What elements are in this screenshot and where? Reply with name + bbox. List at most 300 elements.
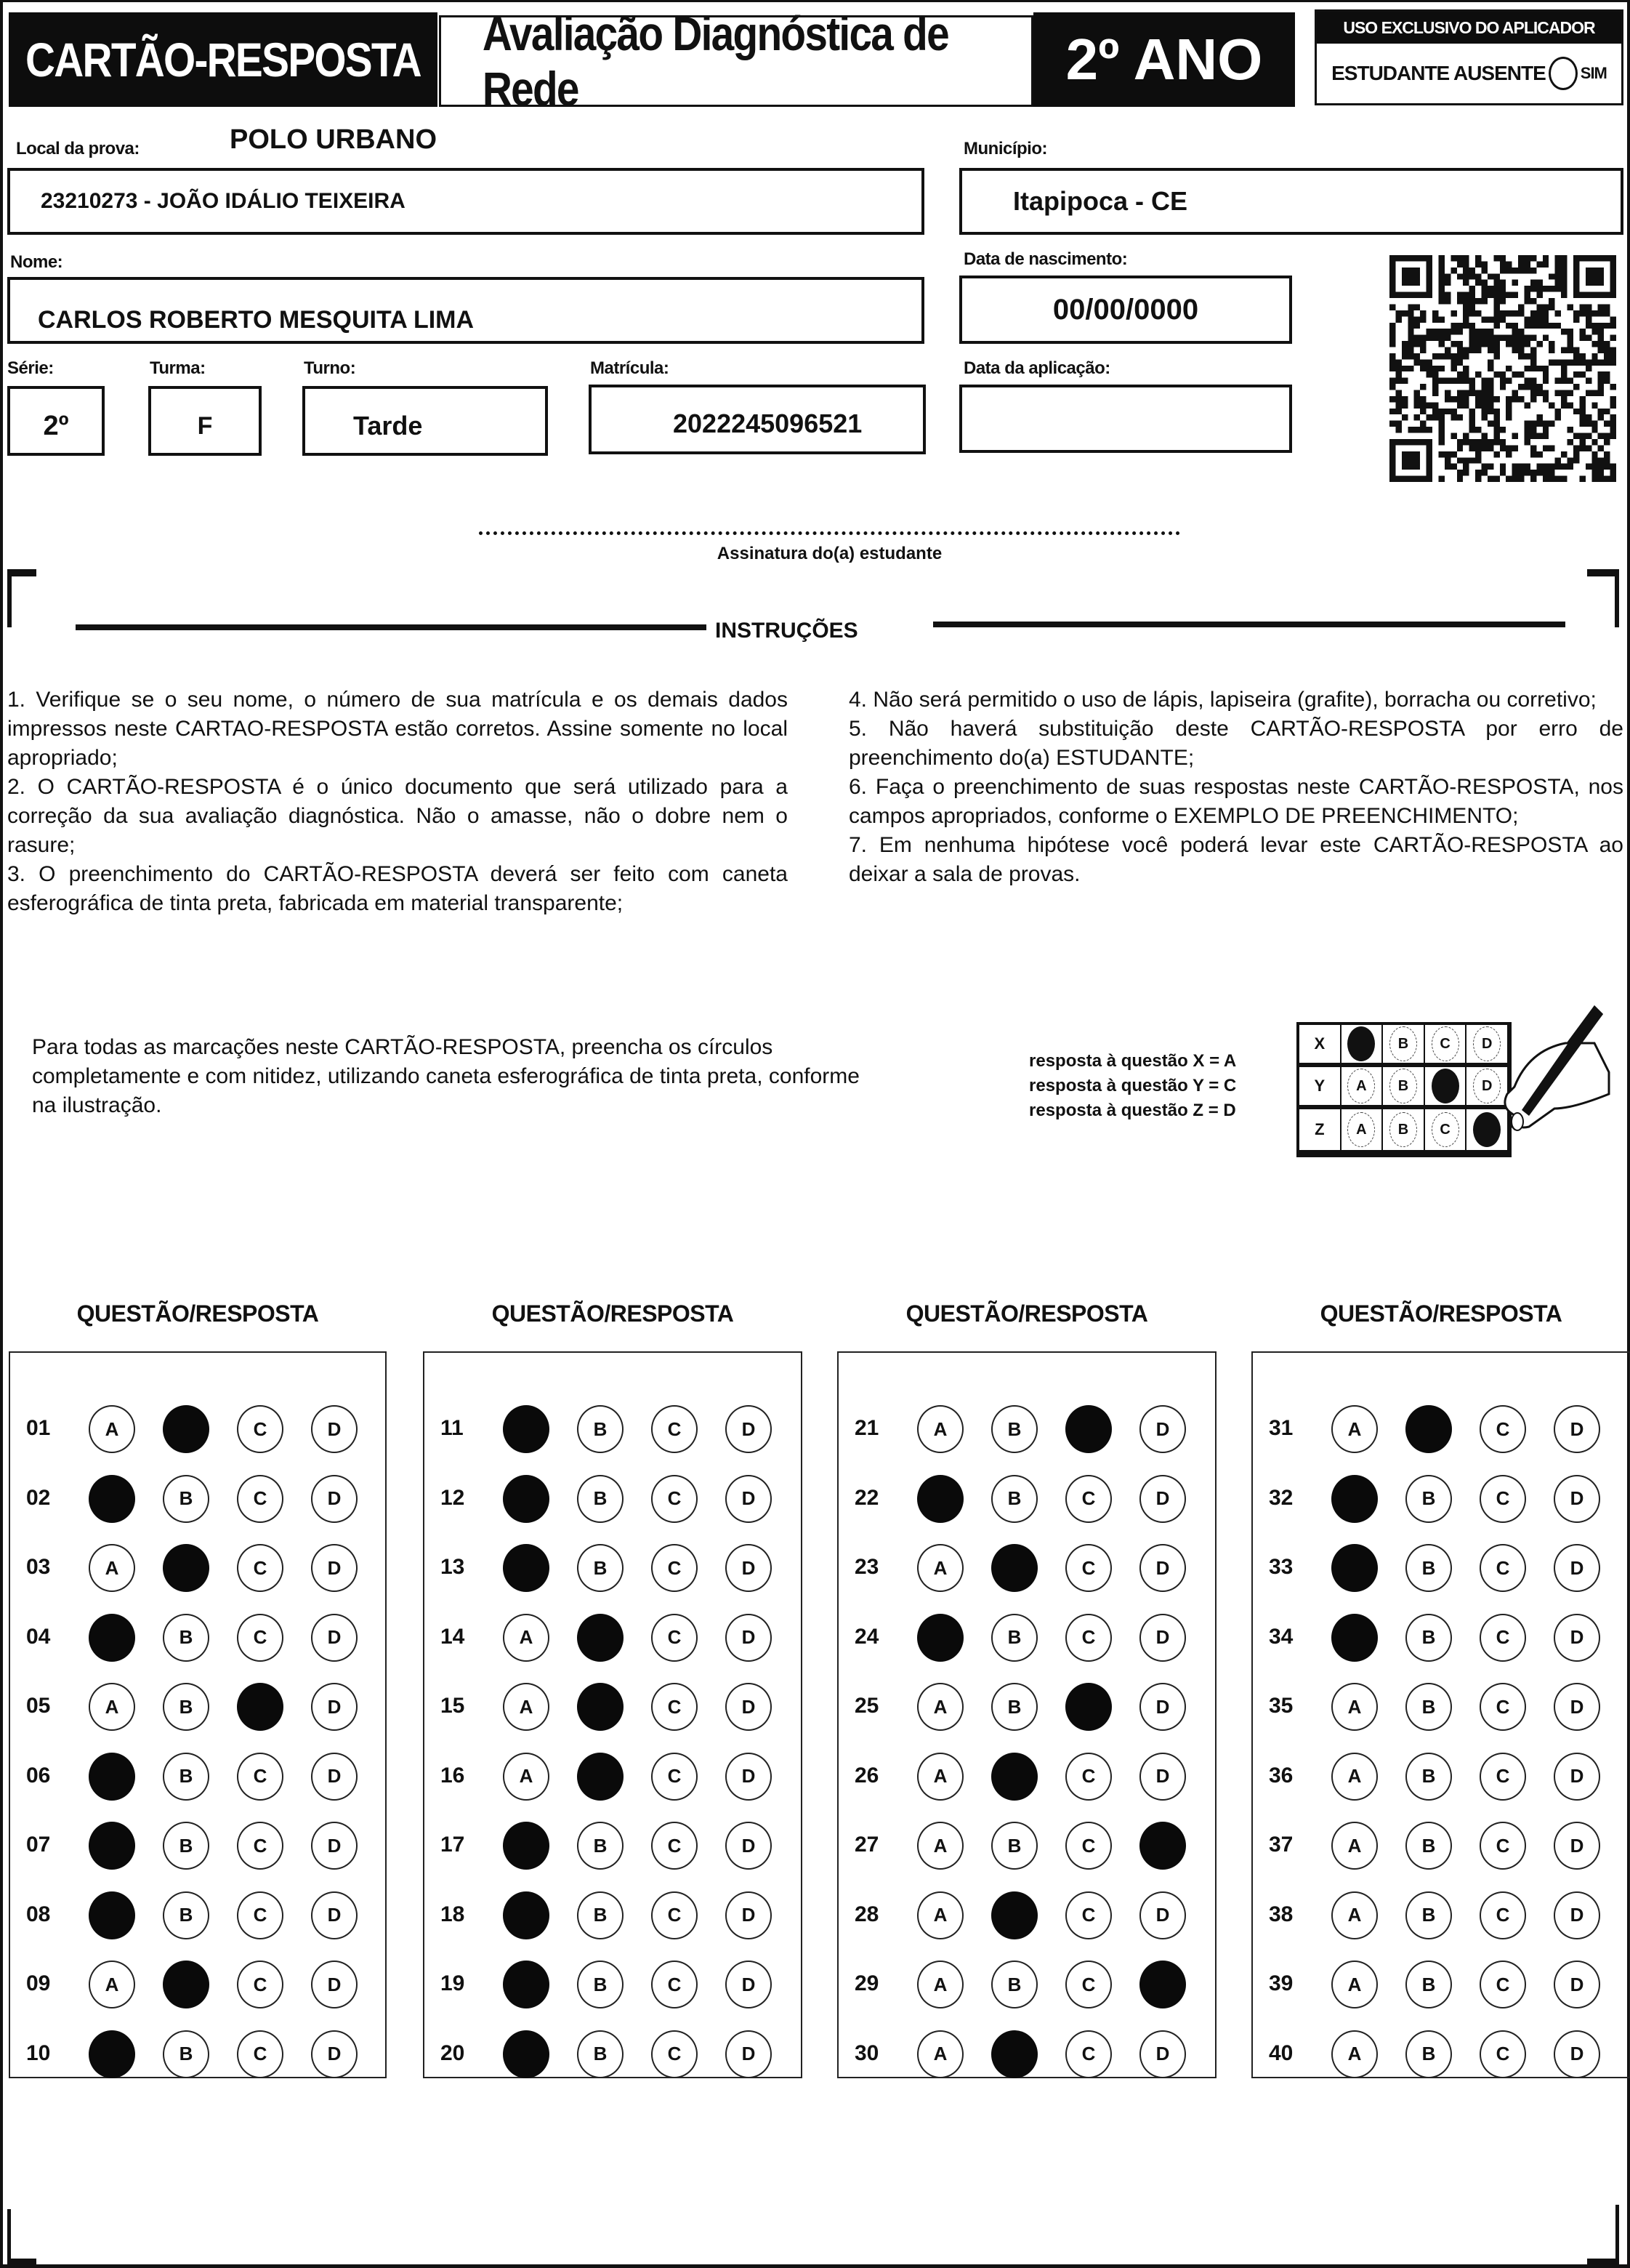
question-row xyxy=(424,1684,801,1728)
question-number: 21 xyxy=(855,1416,879,1440)
question-number: 13 xyxy=(440,1555,465,1579)
question-row xyxy=(10,1545,385,1589)
question-row xyxy=(10,1893,385,1937)
option-bubble-b[interactable] xyxy=(163,1405,209,1453)
option-bubble-a[interactable] xyxy=(1331,1614,1378,1662)
option-bubble-d[interactable]: D xyxy=(311,1405,358,1453)
option-bubble-a[interactable]: A xyxy=(89,1683,135,1731)
option-bubble-c[interactable]: C xyxy=(651,1405,698,1453)
option-bubble-c[interactable]: C xyxy=(1480,2030,1526,2078)
option-bubble-a[interactable] xyxy=(89,1822,135,1870)
question-row xyxy=(424,1823,801,1867)
question-number: 17 xyxy=(440,1833,465,1857)
option-bubble-c[interactable]: C xyxy=(237,1544,283,1592)
answer-column-4 xyxy=(1251,1351,1630,2078)
option-bubble-b[interactable]: B xyxy=(163,1822,209,1870)
option-bubble-a[interactable] xyxy=(89,2030,135,2078)
option-bubble-c[interactable]: C xyxy=(1480,1753,1526,1801)
option-bubble-b[interactable]: B xyxy=(1405,1614,1452,1662)
option-bubble-a[interactable] xyxy=(89,1614,135,1662)
question-number: 08 xyxy=(26,1902,51,1926)
question-row xyxy=(839,1545,1215,1589)
option-bubble-c[interactable]: C xyxy=(1065,1822,1112,1870)
absent-option-label: SIM xyxy=(1580,64,1607,82)
aplicacao-field[interactable] xyxy=(959,385,1292,453)
option-bubble-b[interactable] xyxy=(1405,1405,1452,1453)
option-bubble-b[interactable] xyxy=(163,1544,209,1592)
option-bubble-a[interactable]: A xyxy=(1331,1753,1378,1801)
option-bubble-b[interactable]: B xyxy=(1405,1753,1452,1801)
matricula-label: Matrícula: xyxy=(590,358,669,378)
option-bubble-b[interactable]: B xyxy=(991,1822,1038,1870)
example-legend xyxy=(1029,1049,1236,1123)
option-bubble-d[interactable]: D xyxy=(311,1614,358,1662)
instruction-6: 6. Faça o preenchimento de suas respostas neste CARTÃO-RESPOSTA, nos campos apropriados, conforme o EXEMPLO DE PREENCHIMENTO; xyxy=(849,775,1623,828)
option-bubble-d[interactable]: D xyxy=(1139,1753,1186,1801)
school-value: 23210273 - JOÃO IDÁLIO TEIXEIRA xyxy=(41,189,406,213)
question-row xyxy=(10,1407,385,1450)
option-bubble-c[interactable]: C xyxy=(651,1891,698,1939)
example-grid xyxy=(1296,1022,1512,1157)
option-bubble-c[interactable]: C xyxy=(1480,1961,1526,2008)
option-bubble-c[interactable]: C xyxy=(237,2030,283,2078)
question-number: 36 xyxy=(1269,1763,1294,1788)
instructions-right xyxy=(849,685,1623,889)
option-bubble-a[interactable]: A xyxy=(1331,1961,1378,2008)
option-bubble-a[interactable]: A xyxy=(917,1961,964,2008)
example-legend-x: resposta à questão X = A xyxy=(1029,1051,1237,1071)
question-row xyxy=(1253,1407,1629,1450)
option-bubble-a[interactable] xyxy=(503,1544,549,1592)
example-cell xyxy=(1425,1067,1467,1109)
grade-badge: 2º ANO xyxy=(1033,12,1295,107)
option-bubble-d[interactable]: D xyxy=(1554,1614,1600,1662)
option-bubble-d[interactable]: D xyxy=(725,2030,772,2078)
option-bubble-b[interactable]: B xyxy=(163,1475,209,1523)
option-bubble-a[interactable] xyxy=(89,1891,135,1939)
option-bubble-c[interactable]: C xyxy=(1065,1544,1112,1592)
turma-label: Turma: xyxy=(150,358,206,378)
example-cell xyxy=(1341,1109,1384,1151)
option-bubble-d[interactable]: D xyxy=(1554,1961,1600,2008)
option-bubble-c[interactable]: C xyxy=(651,1683,698,1731)
option-bubble-a[interactable]: A xyxy=(917,1822,964,1870)
example-cell xyxy=(1341,1025,1384,1067)
option-bubble-b[interactable] xyxy=(577,1614,624,1662)
question-row xyxy=(839,1615,1215,1659)
local-label: Local da prova: xyxy=(16,139,140,158)
absent-checkbox[interactable] xyxy=(1549,57,1578,90)
option-bubble-a[interactable] xyxy=(1331,1475,1378,1523)
option-bubble-d[interactable]: D xyxy=(1554,1891,1600,1939)
question-row xyxy=(1253,1754,1629,1798)
option-bubble-b[interactable] xyxy=(991,1753,1038,1801)
option-bubble-a[interactable]: A xyxy=(89,1544,135,1592)
option-bubble-b[interactable] xyxy=(577,1753,624,1801)
absent-label: ESTUDANTE AUSENTE xyxy=(1331,62,1546,84)
option-bubble-c[interactable]: C xyxy=(1065,1614,1112,1662)
option-bubble-d[interactable]: D xyxy=(311,2030,358,2078)
instruction-1: 1. Verifique se o seu nome, o número de sua matrícula e os demais dados impressos neste CARTAO-RESPOSTA estão corretos. Assine somente no local apropriado; xyxy=(7,688,788,770)
option-bubble-d[interactable]: D xyxy=(725,1822,772,1870)
option-bubble-d[interactable]: D xyxy=(1139,2030,1186,2078)
option-bubble-d[interactable]: D xyxy=(1554,1405,1600,1453)
option-bubble-a[interactable]: A xyxy=(1331,1683,1378,1731)
option-bubble-a[interactable] xyxy=(917,1614,964,1662)
option-bubble-a[interactable]: A xyxy=(89,1405,135,1453)
option-bubble-b[interactable] xyxy=(991,1544,1038,1592)
example-cell xyxy=(1341,1067,1384,1109)
option-bubble-a[interactable] xyxy=(1331,1544,1378,1592)
option-bubble-a[interactable]: A xyxy=(917,1753,964,1801)
option-bubble-a[interactable] xyxy=(503,2030,549,2078)
option-bubble-b[interactable]: B xyxy=(577,1405,624,1453)
example-bubble: D xyxy=(1473,1069,1501,1103)
option-bubble-a[interactable]: A xyxy=(917,1683,964,1731)
question-row xyxy=(839,1962,1215,2006)
question-number: 10 xyxy=(26,2040,51,2065)
example-cell xyxy=(1383,1109,1425,1151)
example-bubble: C xyxy=(1432,1112,1459,1147)
option-bubble-d[interactable]: D xyxy=(311,1544,358,1592)
question-number: 38 xyxy=(1269,1902,1294,1926)
option-bubble-c[interactable] xyxy=(237,1683,283,1731)
option-bubble-d[interactable]: D xyxy=(1554,2030,1600,2078)
option-bubble-c[interactable]: C xyxy=(1065,1891,1112,1939)
nascimento-value: 00/00/0000 xyxy=(1052,293,1199,326)
corner-mark-top-left xyxy=(7,569,36,627)
qr-code-graphic xyxy=(1389,253,1616,484)
question-number: 20 xyxy=(440,2040,465,2065)
nome-value: CARLOS ROBERTO MESQUITA LIMA xyxy=(38,305,475,334)
option-bubble-b[interactable] xyxy=(163,1961,209,2008)
option-bubble-a[interactable] xyxy=(503,1475,549,1523)
option-bubble-c[interactable]: C xyxy=(1480,1891,1526,1939)
option-bubble-c[interactable]: C xyxy=(1480,1405,1526,1453)
option-bubble-d[interactable]: D xyxy=(725,1753,772,1801)
option-bubble-d[interactable]: D xyxy=(725,1475,772,1523)
option-bubble-d[interactable]: D xyxy=(1554,1683,1600,1731)
option-bubble-c[interactable]: C xyxy=(1480,1683,1526,1731)
question-row xyxy=(424,1962,801,2006)
option-bubble-d[interactable]: D xyxy=(1554,1544,1600,1592)
question-number: 03 xyxy=(26,1555,51,1579)
question-number: 19 xyxy=(440,1971,465,1995)
option-bubble-b[interactable]: B xyxy=(991,1683,1038,1731)
option-bubble-c[interactable]: C xyxy=(651,2030,698,2078)
option-bubble-b[interactable]: B xyxy=(163,1753,209,1801)
turma-field xyxy=(148,386,262,456)
option-bubble-a[interactable]: A xyxy=(503,1683,549,1731)
option-bubble-d[interactable]: D xyxy=(311,1683,358,1731)
option-bubble-b[interactable]: B xyxy=(1405,1891,1452,1939)
example-bubble: B xyxy=(1389,1026,1417,1061)
signature-label: Assinatura do(a) estudante xyxy=(717,544,943,563)
option-bubble-c[interactable]: C xyxy=(1065,1475,1112,1523)
matricula-field xyxy=(589,385,926,454)
option-bubble-d[interactable]: D xyxy=(1139,1544,1186,1592)
question-number: 27 xyxy=(855,1833,879,1857)
option-bubble-b[interactable]: B xyxy=(577,1891,624,1939)
option-bubble-b[interactable]: B xyxy=(991,1405,1038,1453)
question-number: 23 xyxy=(855,1555,879,1579)
question-row xyxy=(839,1823,1215,1867)
question-row xyxy=(839,1893,1215,1937)
example-cell xyxy=(1425,1109,1467,1151)
question-number: 25 xyxy=(855,1694,879,1718)
question-row xyxy=(10,1962,385,2006)
option-bubble-d[interactable]: D xyxy=(725,1544,772,1592)
option-bubble-c[interactable]: C xyxy=(651,1475,698,1523)
option-bubble-c[interactable]: C xyxy=(651,1614,698,1662)
example-legend-y: resposta à questão Y = C xyxy=(1029,1076,1237,1095)
signature-line[interactable] xyxy=(479,531,1180,535)
option-bubble-d[interactable]: D xyxy=(311,1891,358,1939)
option-bubble-a[interactable] xyxy=(503,1822,549,1870)
option-bubble-b[interactable]: B xyxy=(1405,1475,1452,1523)
option-bubble-d[interactable]: D xyxy=(311,1822,358,1870)
municipio-label: Município: xyxy=(964,139,1047,158)
option-bubble-c[interactable] xyxy=(1065,1683,1112,1731)
option-bubble-b[interactable] xyxy=(991,2030,1038,2078)
option-bubble-b[interactable]: B xyxy=(163,1891,209,1939)
question-row xyxy=(1253,1476,1629,1520)
instructions-title: INSTRUÇÕES xyxy=(715,619,858,643)
option-bubble-d[interactable]: D xyxy=(725,1614,772,1662)
option-bubble-a[interactable]: A xyxy=(1331,1891,1378,1939)
option-bubble-c[interactable]: C xyxy=(1480,1475,1526,1523)
option-bubble-c[interactable]: C xyxy=(1065,1961,1112,2008)
option-bubble-b[interactable]: B xyxy=(1405,1822,1452,1870)
option-bubble-d[interactable]: D xyxy=(1139,1475,1186,1523)
column-title: QUESTÃO/RESPOSTA xyxy=(1320,1300,1562,1327)
applicator-heading: USO EXCLUSIVO DO APLICADOR xyxy=(1317,12,1621,44)
turma-value: F xyxy=(197,411,213,440)
question-row xyxy=(839,1754,1215,1798)
question-row xyxy=(1253,1615,1629,1659)
question-row xyxy=(10,1823,385,1867)
instruction-7: 7. Em nenhuma hipótese você poderá levar este CARTÃO-RESPOSTA ao deixar a sala de provas. xyxy=(849,833,1623,886)
question-row xyxy=(839,1407,1215,1450)
option-bubble-a[interactable]: A xyxy=(89,1961,135,2008)
exam-title xyxy=(439,7,1033,116)
example-bubble: B xyxy=(1389,1069,1417,1103)
question-number: 31 xyxy=(1269,1416,1294,1440)
example-row-label: X xyxy=(1299,1025,1341,1067)
question-row xyxy=(1253,1684,1629,1728)
option-bubble-d[interactable]: D xyxy=(725,1405,772,1453)
option-bubble-a[interactable]: A xyxy=(1331,1822,1378,1870)
option-bubble-b[interactable]: B xyxy=(1405,1683,1452,1731)
question-number: 18 xyxy=(440,1902,465,1926)
question-number: 06 xyxy=(26,1763,51,1788)
option-bubble-d[interactable]: D xyxy=(311,1961,358,2008)
nascimento-label: Data de nascimento: xyxy=(964,249,1128,269)
option-bubble-a[interactable]: A xyxy=(917,1544,964,1592)
question-number: 02 xyxy=(26,1485,51,1510)
option-bubble-a[interactable]: A xyxy=(503,1614,549,1662)
option-bubble-b[interactable]: B xyxy=(577,2030,624,2078)
example-bubble: C xyxy=(1432,1026,1459,1061)
question-number: 32 xyxy=(1269,1485,1294,1510)
option-bubble-d[interactable]: D xyxy=(725,1683,772,1731)
option-bubble-d[interactable]: D xyxy=(1554,1753,1600,1801)
hand-pen-icon xyxy=(1485,1000,1616,1145)
option-bubble-a[interactable]: A xyxy=(917,1891,964,1939)
option-bubble-c[interactable]: C xyxy=(237,1822,283,1870)
turno-field xyxy=(302,386,548,456)
question-row xyxy=(424,1754,801,1798)
serie-value: 2º xyxy=(43,410,69,441)
example-cell xyxy=(1425,1025,1467,1067)
answer-column-1 xyxy=(9,1351,387,2078)
option-bubble-c[interactable]: C xyxy=(1480,1822,1526,1870)
option-bubble-c[interactable] xyxy=(1065,1405,1112,1453)
option-bubble-d[interactable]: D xyxy=(1554,1822,1600,1870)
option-bubble-d[interactable]: D xyxy=(311,1475,358,1523)
question-number: 28 xyxy=(855,1902,879,1926)
option-bubble-a[interactable] xyxy=(503,1891,549,1939)
turno-label: Turno: xyxy=(304,358,356,378)
question-number: 29 xyxy=(855,1971,879,1995)
example-bubble xyxy=(1347,1026,1375,1061)
question-row xyxy=(424,1407,801,1450)
answer-column-2 xyxy=(423,1351,802,2078)
option-bubble-c[interactable]: C xyxy=(651,1753,698,1801)
option-bubble-c[interactable]: C xyxy=(237,1614,283,1662)
option-bubble-c[interactable]: C xyxy=(237,1405,283,1453)
option-bubble-d[interactable]: D xyxy=(725,1891,772,1939)
option-bubble-c[interactable]: C xyxy=(1065,1753,1112,1801)
option-bubble-d[interactable]: D xyxy=(725,1961,772,2008)
question-row xyxy=(839,1476,1215,1520)
question-row xyxy=(10,1684,385,1728)
option-bubble-d[interactable] xyxy=(1139,1822,1186,1870)
turno-value: Tarde xyxy=(353,411,423,441)
option-bubble-b[interactable]: B xyxy=(1405,1961,1452,2008)
nome-label: Nome: xyxy=(10,252,63,272)
option-bubble-d[interactable]: D xyxy=(1139,1891,1186,1939)
local-value: POLO URBANO xyxy=(230,124,437,155)
question-row xyxy=(1253,2032,1629,2075)
nascimento-field xyxy=(959,276,1292,344)
question-number: 05 xyxy=(26,1694,51,1718)
option-bubble-a[interactable]: A xyxy=(917,1405,964,1453)
option-bubble-c[interactable]: C xyxy=(1480,1614,1526,1662)
question-number: 01 xyxy=(26,1416,51,1440)
option-bubble-b[interactable]: B xyxy=(991,1614,1038,1662)
option-bubble-c[interactable]: C xyxy=(237,1475,283,1523)
example-row-label: Z xyxy=(1299,1109,1341,1151)
option-bubble-b[interactable]: B xyxy=(1405,1544,1452,1592)
question-number: 12 xyxy=(440,1485,465,1510)
option-bubble-c[interactable]: C xyxy=(1065,2030,1112,2078)
aplicacao-label: Data da aplicação: xyxy=(964,358,1110,378)
option-bubble-c[interactable]: C xyxy=(1480,1544,1526,1592)
option-bubble-d[interactable] xyxy=(1139,1961,1186,2008)
option-bubble-c[interactable]: C xyxy=(651,1544,698,1592)
absent-field xyxy=(1317,44,1621,103)
option-bubble-a[interactable]: A xyxy=(503,1753,549,1801)
qr-code xyxy=(1389,253,1616,484)
option-bubble-a[interactable]: A xyxy=(1331,1405,1378,1453)
serie-field xyxy=(7,386,105,456)
option-bubble-d[interactable]: D xyxy=(1139,1683,1186,1731)
question-row xyxy=(424,1476,801,1520)
question-number: 07 xyxy=(26,1833,51,1857)
example-bubble: B xyxy=(1389,1112,1417,1147)
instruction-2: 2. O CARTÃO-RESPOSTA é o único documento que será utilizado para a correção da sua avaliação diagnóstica. Não o amasse, não o dobre nem o rasure; xyxy=(7,775,788,857)
question-number: 04 xyxy=(26,1624,51,1649)
column-title: QUESTÃO/RESPOSTA xyxy=(76,1300,319,1327)
option-bubble-a[interactable]: A xyxy=(1331,2030,1378,2078)
question-row xyxy=(10,1615,385,1659)
example-legend-z: resposta à questão Z = D xyxy=(1029,1101,1236,1120)
example-cell xyxy=(1383,1025,1425,1067)
question-row xyxy=(424,1893,801,1937)
option-bubble-c[interactable]: C xyxy=(237,1753,283,1801)
question-number: 09 xyxy=(26,1971,51,1995)
instruction-5: 5. Não haverá substituição deste CARTÃO-RESPOSTA por erro de preenchimento do(a) ESTUDANTE; xyxy=(849,717,1623,770)
option-bubble-b[interactable]: B xyxy=(577,1544,624,1592)
option-bubble-d[interactable]: D xyxy=(311,1753,358,1801)
option-bubble-c[interactable]: C xyxy=(237,1891,283,1939)
question-number: 40 xyxy=(1269,2040,1294,2065)
serie-label: Série: xyxy=(7,358,54,378)
option-bubble-c[interactable]: C xyxy=(651,1961,698,2008)
option-bubble-a[interactable]: A xyxy=(917,2030,964,2078)
option-bubble-a[interactable] xyxy=(89,1753,135,1801)
corner-mark-bottom-left xyxy=(7,2209,36,2266)
option-bubble-c[interactable]: C xyxy=(237,1961,283,2008)
example-bubble xyxy=(1432,1069,1459,1103)
option-bubble-b[interactable]: B xyxy=(163,2030,209,2078)
option-bubble-d[interactable]: D xyxy=(1139,1405,1186,1453)
option-bubble-d[interactable]: D xyxy=(1139,1614,1186,1662)
question-number: 33 xyxy=(1269,1555,1294,1579)
option-bubble-a[interactable] xyxy=(917,1475,964,1523)
option-bubble-b[interactable]: B xyxy=(163,1614,209,1662)
option-bubble-b[interactable] xyxy=(577,1683,624,1731)
option-bubble-b[interactable]: B xyxy=(577,1961,624,2008)
applicator-box xyxy=(1315,9,1623,105)
option-bubble-b[interactable]: B xyxy=(577,1475,624,1523)
corner-mark-bottom-right xyxy=(1587,2205,1619,2266)
example-bubble: A xyxy=(1347,1069,1375,1103)
question-row xyxy=(1253,1893,1629,1937)
option-bubble-b[interactable] xyxy=(991,1891,1038,1939)
matricula-value: 2022245096521 xyxy=(673,409,863,438)
instructions-left xyxy=(7,685,788,918)
option-bubble-d[interactable]: D xyxy=(1554,1475,1600,1523)
option-bubble-b[interactable]: B xyxy=(577,1822,624,1870)
option-bubble-b[interactable]: B xyxy=(163,1683,209,1731)
option-bubble-c[interactable]: C xyxy=(651,1822,698,1870)
option-bubble-a[interactable] xyxy=(503,1405,549,1453)
question-number: 26 xyxy=(855,1763,879,1788)
option-bubble-b[interactable]: B xyxy=(1405,2030,1452,2078)
option-bubble-a[interactable] xyxy=(89,1475,135,1523)
option-bubble-b[interactable]: B xyxy=(991,1961,1038,2008)
column-title: QUESTÃO/RESPOSTA xyxy=(905,1300,1148,1327)
example-bubble: A xyxy=(1347,1112,1375,1147)
question-number: 39 xyxy=(1269,1971,1294,1995)
municipio-field xyxy=(959,168,1623,235)
question-row xyxy=(10,2032,385,2075)
question-row xyxy=(424,1545,801,1589)
option-bubble-a[interactable] xyxy=(503,1961,549,2008)
option-bubble-b[interactable]: B xyxy=(991,1475,1038,1523)
